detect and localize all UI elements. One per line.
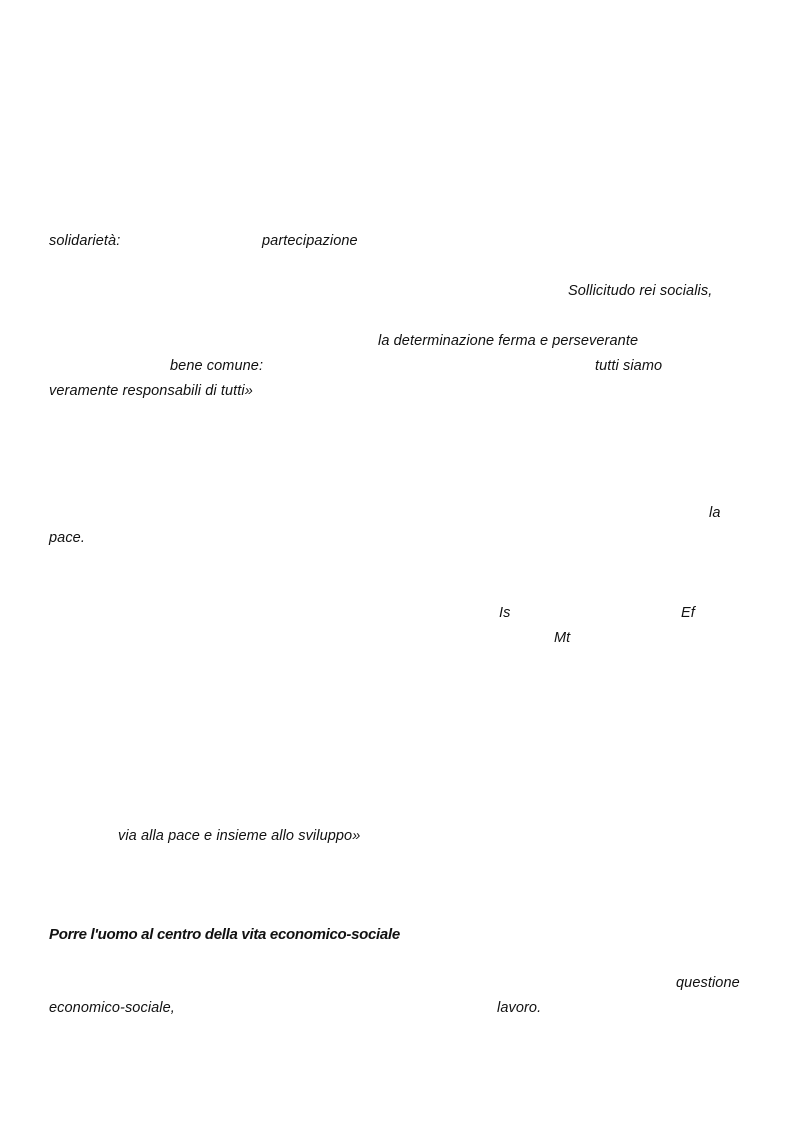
- text-fragment-ref-ef: Ef: [681, 605, 695, 621]
- text-fragment-tutti-siamo: tutti siamo: [595, 358, 663, 374]
- text-fragment-solidarieta: solidarietà:: [49, 233, 121, 249]
- text-fragment-la: la: [709, 505, 721, 521]
- text-fragment-questione: questione: [676, 975, 740, 991]
- text-fragment-ref-mt: Mt: [554, 630, 571, 646]
- text-fragment-lavoro: lavoro.: [497, 1000, 542, 1016]
- text-fragment-bene-comune: bene comune:: [170, 358, 264, 374]
- text-fragment-ref-is: Is: [499, 605, 511, 621]
- text-fragment-via-alla-pace: via alla pace e insieme allo sviluppo»: [118, 828, 361, 844]
- section-heading: Porre l'uomo al centro della vita economico-sociale: [49, 926, 400, 943]
- text-fragment-responsabili: veramente responsabili di tutti»: [49, 383, 253, 399]
- text-fragment-partecipazione: partecipazione: [262, 233, 358, 249]
- text-fragment-pace: pace.: [49, 530, 85, 546]
- text-fragment-determinazione: la determinazione ferma e perseverante: [378, 333, 639, 349]
- text-fragment-economico-sociale: economico-sociale,: [49, 1000, 175, 1016]
- text-fragment-sollicitudo-rei-socialis: Sollicitudo rei socialis,: [568, 283, 713, 299]
